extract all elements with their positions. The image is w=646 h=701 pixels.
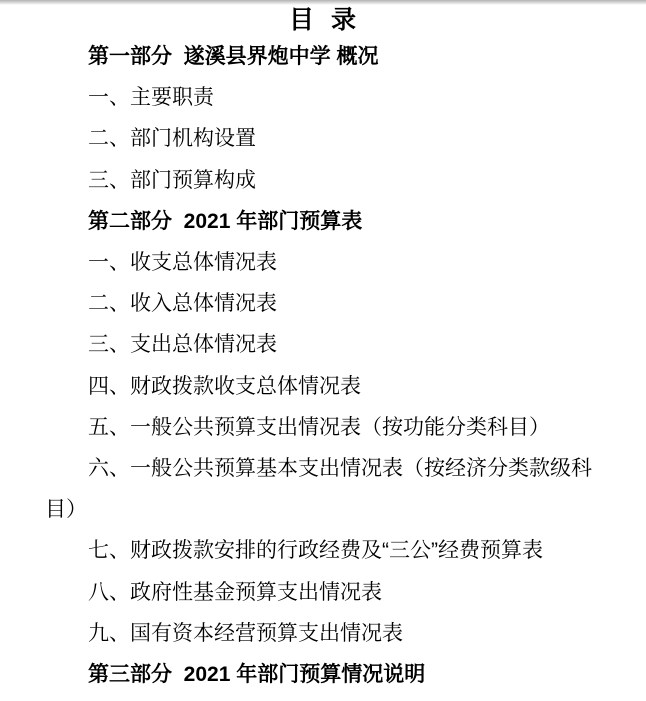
toc-entry-item: 二、收入总体情况表 — [88, 292, 277, 316]
toc-entry-item: 三、支出总体情况表 — [88, 333, 277, 357]
toc-title: 目 录 — [289, 6, 357, 34]
toc-entry-heading: 第一部分 遂溪县界炮中学 概况 — [88, 45, 379, 69]
toc-entry-continuation: 目） — [45, 498, 87, 522]
toc-entry-item: 八、政府性基金预算支出情况表 — [88, 580, 382, 604]
toc-entry-item: 四、财政拨款收支总体情况表 — [88, 374, 361, 398]
toc-entry-item: 一、主要职责 — [88, 86, 214, 110]
toc-entry-item: 九、国有资本经营预算支出情况表 — [88, 621, 403, 645]
toc-entry-item: 三、部门预算构成 — [88, 168, 256, 192]
toc-entry-item: 一、收支总体情况表 — [88, 251, 277, 275]
toc-entry-item: 六、一般公共预算基本支出情况表（按经济分类款级科 — [88, 456, 592, 480]
toc-entry-item: 七、财政拨款安排的行政经费及“三公”经费预算表 — [88, 539, 543, 563]
toc-list — [0, 36, 646, 695]
toc-entry-item: 五、一般公共预算支出情况表（按功能分类科目） — [88, 415, 550, 439]
toc-entry-item: 二、部门机构设置 — [88, 127, 256, 151]
toc-entry-heading: 第三部分 2021 年部门预算情况说明 — [88, 662, 426, 686]
toc-entry-heading: 第二部分 2021 年部门预算表 — [88, 209, 363, 233]
